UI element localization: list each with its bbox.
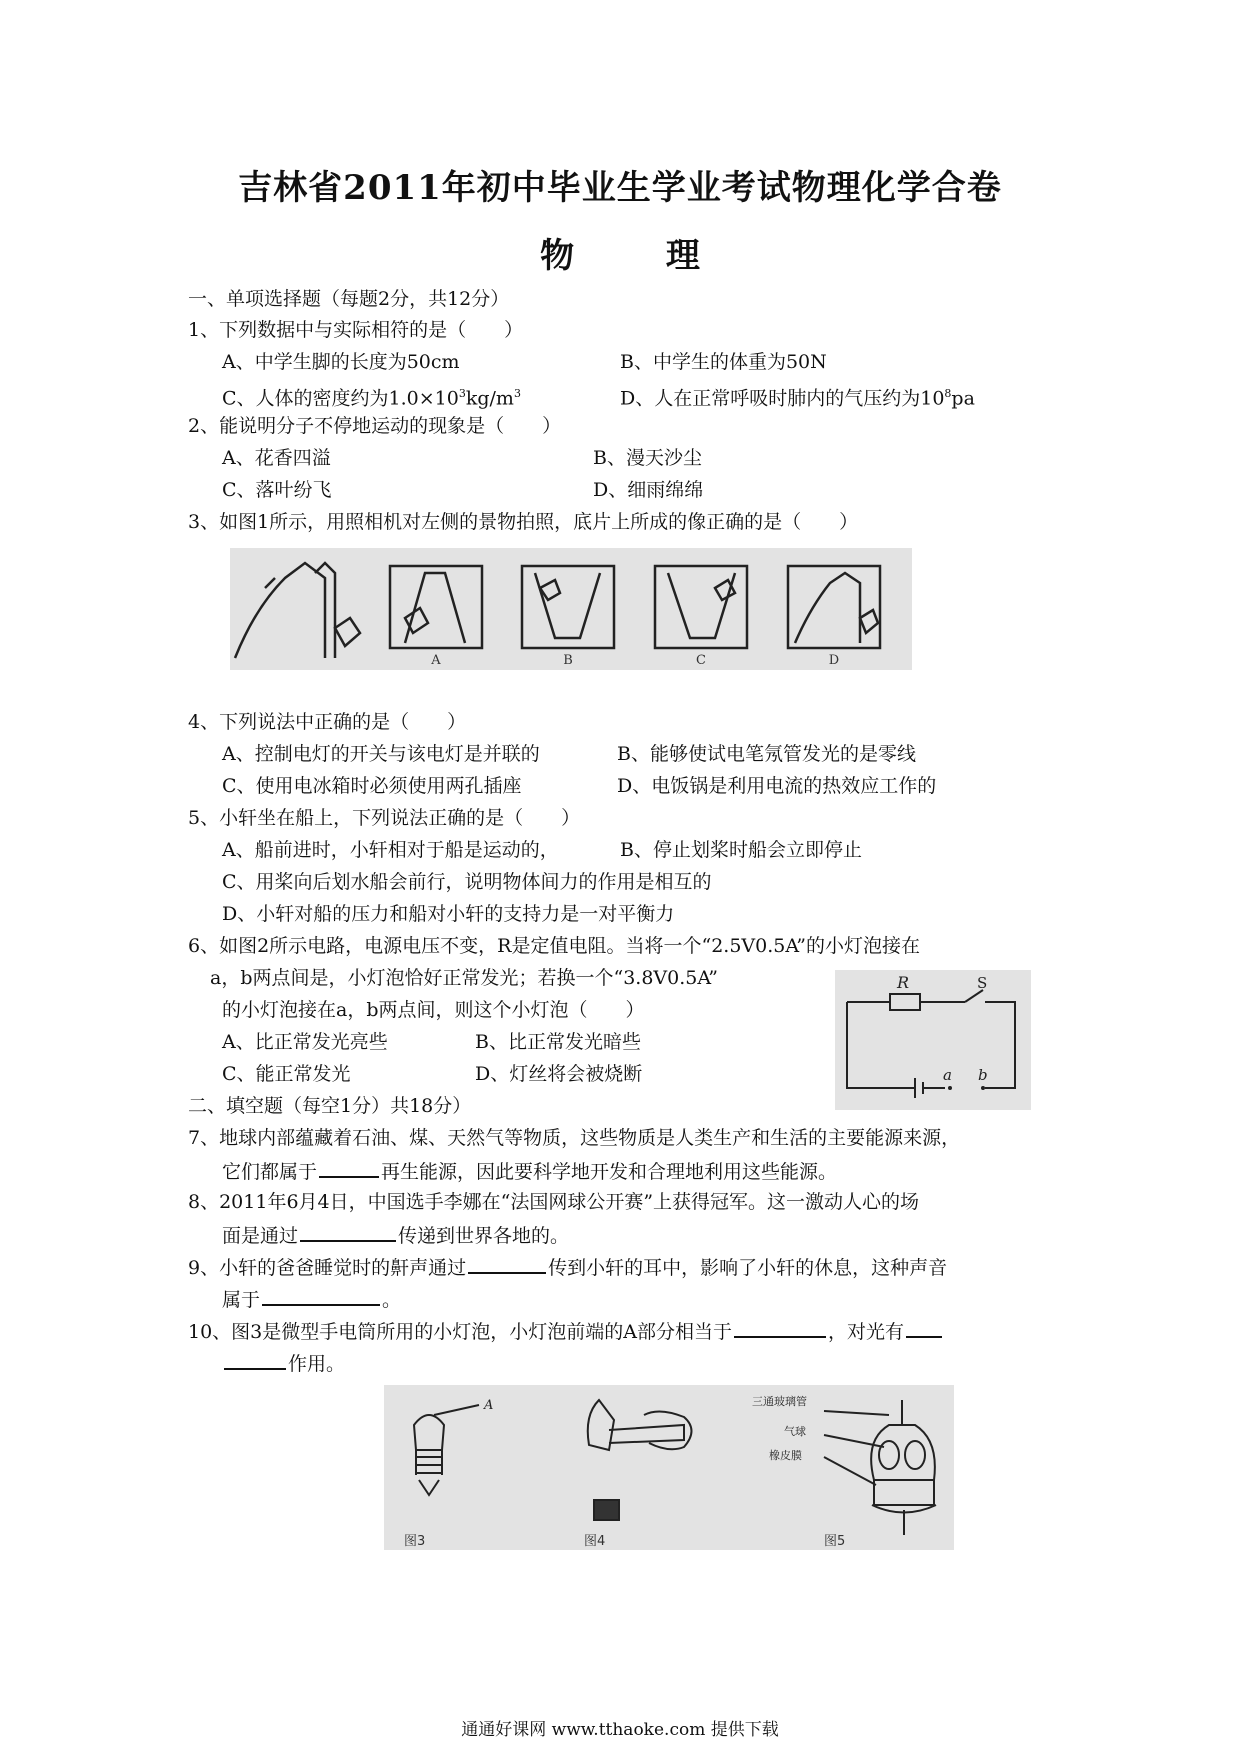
- q4-option-b: B、能够使试电笔氖管发光的是零线: [617, 743, 916, 765]
- q4-option-d: D、电饭锅是利用电流的热效应工作的: [617, 775, 937, 797]
- figure-5-caption: 图5: [824, 1534, 846, 1549]
- q1-option-d: D、人在正常呼吸时肺内的气压约为$10^8pa$: [620, 387, 975, 410]
- q2-option-c: C、落叶纷飞: [222, 479, 332, 501]
- q2-option-b: B、漫天沙尘: [593, 447, 702, 469]
- q5-option-b: B、停止划桨时船会立即停止: [620, 839, 862, 861]
- figure-1-label-a: A: [431, 653, 441, 668]
- q10-blank-1: [734, 1318, 826, 1338]
- q8-blank: [300, 1222, 396, 1242]
- figure-4-caption: 图4: [584, 1534, 606, 1549]
- q1-option-b: B、中学生的体重为50N: [620, 351, 827, 373]
- q8-line1: 8、2011年6月4日，中国选手李娜在“法国网球公开赛”上获得冠军。这一激动人心的场: [188, 1191, 920, 1213]
- figure-5-label-tube: 三通玻璃管: [752, 1395, 807, 1408]
- q5-option-a: A、船前进时，小轩相对于船是运动的，: [222, 839, 559, 861]
- q9-line2: 属于 。: [222, 1286, 401, 1312]
- q10-line2: 作用。: [222, 1350, 345, 1376]
- q10-line1: 10、图3是微型手电筒所用的小灯泡，小灯泡前端的A部分相当于 ，对光有: [188, 1318, 944, 1344]
- q2-option-a: A、花香四溢: [222, 447, 331, 469]
- q5-option-d: D、小轩对船的压力和船对小轩的支持力是一对平衡力: [222, 903, 675, 925]
- q8-line2: 面是通过 传递到世界各地的。: [222, 1222, 569, 1248]
- figure-1-label-b: B: [563, 653, 573, 668]
- q7-line2: 它们都属于 再生能源，因此要科学地开发和合理地利用这些能源。: [222, 1158, 837, 1184]
- q10-blank-2a: [906, 1318, 942, 1338]
- figure-5-label-balloon: 气球: [784, 1425, 806, 1438]
- figure-1: [230, 548, 912, 670]
- q10-blank-2b: [224, 1350, 286, 1370]
- circuit-drawing: [835, 970, 1031, 1110]
- q9-blank-2: [262, 1286, 380, 1306]
- terminal-a-label: a: [943, 1066, 952, 1084]
- switch-label: S: [977, 974, 988, 992]
- page-footer: 通通好课网 www.tthaoke.com 提供下载: [461, 1720, 779, 1740]
- q1-option-a: A、中学生脚的长度为50cm: [222, 351, 460, 373]
- q2-option-d: D、细雨绵绵: [593, 479, 704, 501]
- figure-1-label-d: D: [828, 653, 840, 668]
- q4-option-a: A、控制电灯的开关与该电灯是并联的: [222, 743, 540, 765]
- terminal-b-dot: [981, 1086, 985, 1090]
- page-title: 吉林省2011年初中毕业生学业考试物理化学合卷: [238, 168, 1002, 208]
- q6-option-a: A、比正常发光亮些: [222, 1031, 388, 1053]
- q6-stem-line2: a，b两点间是，小灯泡恰好正常发光；若换一个“3.8V0.5A”: [210, 967, 719, 989]
- section-2-heading: 二、填空题（每空1分）共18分）: [188, 1095, 472, 1117]
- terminal-a-dot: [948, 1086, 952, 1090]
- figures-3-4-5-drawing: [384, 1385, 954, 1550]
- q7-blank: [319, 1158, 379, 1178]
- q3-stem: 3、如图1所示，用照相机对左侧的景物拍照，底片上所成的像正确的是（ ）: [188, 511, 859, 533]
- figure-3-caption: 图3: [404, 1534, 426, 1549]
- q1-option-c: C、人体的密度约为$1.0\times 10^3kg/m^3$: [222, 387, 521, 410]
- q6-option-b: B、比正常发光暗些: [475, 1031, 641, 1053]
- q1-stem: 1、下列数据中与实际相符的是（ ）: [188, 319, 524, 341]
- q4-option-c: C、使用电冰箱时必须使用两孔插座: [222, 775, 522, 797]
- section-1-heading: 一、单项选择题（每题2分，共12分）: [188, 288, 510, 310]
- q2-stem: 2、能说明分子不停地运动的现象是（ ）: [188, 415, 562, 437]
- figure-3-label-a: A: [484, 1398, 494, 1413]
- figure-1-drawing: [230, 548, 912, 670]
- q9-blank-1: [468, 1254, 546, 1274]
- figure-2-circuit: [835, 970, 1031, 1110]
- terminal-b-label: b: [978, 1066, 988, 1084]
- figure-1-label-c: C: [696, 653, 706, 668]
- q5-stem: 5、小轩坐在船上，下列说法正确的是（ ）: [188, 807, 581, 829]
- figures-3-4-5: [384, 1385, 954, 1550]
- q6-stem-line1: 6、如图2所示电路，电源电压不变，R是定值电阻。当将一个“2.5V0.5A”的小灯泡接在: [188, 935, 920, 957]
- figure-5-label-membrane: 橡皮膜: [769, 1449, 802, 1462]
- page-subtitle: 物 理: [540, 236, 740, 276]
- q6-option-c: C、能正常发光: [222, 1063, 351, 1085]
- resistor-label: R: [897, 973, 910, 992]
- q6-option-d: D、灯丝将会被烧断: [475, 1063, 643, 1085]
- q7-line1: 7、地球内部蕴藏着石油、煤、天然气等物质，这些物质是人类生产和生活的主要能源来源，: [188, 1127, 961, 1149]
- q5-option-c: C、用桨向后划水船会前行，说明物体间力的作用是相互的: [222, 871, 712, 893]
- q9-line1: 9、小轩的爸爸睡觉时的鼾声通过 传到小轩的耳中，影响了小轩的休息，这种声音: [188, 1254, 947, 1280]
- q4-stem: 4、下列说法中正确的是（ ）: [188, 711, 467, 733]
- q6-stem-line3: 的小灯泡接在a，b两点间，则这个小灯泡（ ）: [222, 999, 645, 1021]
